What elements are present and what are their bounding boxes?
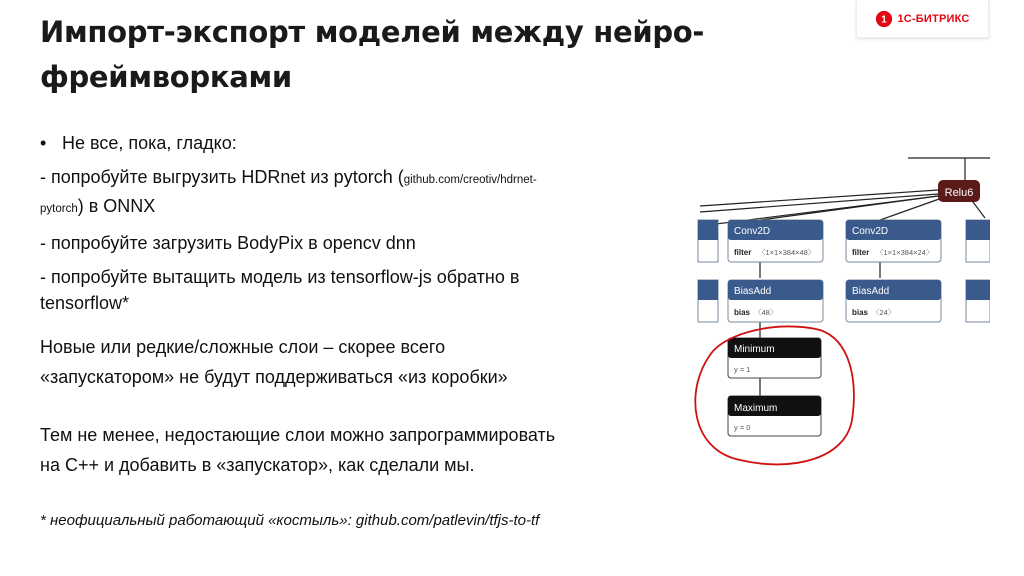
logo-text: 1С-БИТРИКС bbox=[897, 12, 970, 25]
bitrix-logo-icon bbox=[875, 10, 893, 28]
bullet-text: Не все, пока, гладко: bbox=[62, 133, 237, 153]
bias-key: bias bbox=[734, 308, 751, 317]
slide-title bbox=[40, 10, 800, 100]
maximum-value: y = 0 bbox=[734, 423, 751, 432]
conv2d-label: Conv2D bbox=[734, 226, 771, 237]
biasadd-node-1 bbox=[728, 280, 823, 322]
paragraph-custom-layers: Тем не менее, недостающие слои можно запрограммировать bbox=[40, 425, 556, 445]
filter-shape: 〈1×1×384×48〉 bbox=[758, 248, 816, 257]
minimum-label: Minimum bbox=[734, 344, 775, 355]
slide-title-line2: фреймворками bbox=[40, 60, 292, 94]
conv2d-node-partial-left bbox=[698, 220, 718, 322]
paragraph-new-layers: Новые или редкие/сложные слои – скорее всего bbox=[40, 337, 446, 357]
list-item-text: - попробуйте выгрузить HDRnet из pytorch ( bbox=[40, 167, 404, 187]
filter-key: filter bbox=[734, 248, 752, 257]
conv2d-label: Conv2D bbox=[852, 226, 889, 237]
bias-shape: 〈24〉 bbox=[872, 308, 896, 317]
list-item-tfjs: - попробуйте вытащить модель из tensorflow-js обратно в bbox=[40, 267, 520, 287]
paragraph-custom-layers-cont: на C++ и добавить в «запускатор», как сделали мы. bbox=[40, 455, 475, 475]
relu6-node bbox=[938, 180, 980, 202]
conv2d-node-partial-right bbox=[966, 220, 990, 322]
bias-key: bias bbox=[852, 308, 869, 317]
list-item-tfjs-cont: tensorflow* bbox=[40, 293, 130, 313]
model-graph-diagram bbox=[680, 150, 990, 480]
relu6-label: Relu6 bbox=[944, 187, 974, 199]
maximum-label: Maximum bbox=[734, 403, 778, 414]
filter-key: filter bbox=[852, 248, 870, 257]
paragraph-new-layers-cont: «запускатором» не будут поддерживаться «из коробки» bbox=[40, 367, 508, 387]
list-item-hdrnet-cont bbox=[40, 193, 660, 222]
slide-body bbox=[40, 130, 660, 534]
hdrnet-link-text-cont: pytorch bbox=[40, 203, 78, 215]
list-item-bodypix: - попробуйте загрузить BodyPix в opencv dnn bbox=[40, 233, 416, 253]
bullet-item bbox=[40, 130, 660, 156]
biasadd-label: BiasAdd bbox=[852, 286, 890, 297]
slide-title-line1: Импорт-экспорт моделей между нейро- bbox=[40, 15, 705, 49]
list-item-hdrnet bbox=[40, 164, 660, 193]
minimum-value: y = 1 bbox=[734, 365, 751, 374]
maximum-node bbox=[728, 396, 821, 436]
list-item-text-end: ) в ONNX bbox=[77, 196, 156, 216]
bias-shape: 〈48〉 bbox=[754, 308, 778, 317]
biasadd-label: BiasAdd bbox=[734, 286, 772, 297]
hdrnet-link-text: github.com/creotiv/hdrnet- bbox=[403, 174, 537, 186]
company-logo bbox=[856, 0, 989, 38]
bullet-dot: • bbox=[40, 133, 47, 153]
conv2d-node-1 bbox=[728, 220, 823, 262]
footnote: * неофициальный работающий «костыль»: github.com/patlevin/tfjs-to-tf bbox=[40, 512, 540, 529]
biasadd-node-2 bbox=[846, 280, 941, 322]
filter-shape: 〈1×1×384×24〉 bbox=[876, 248, 934, 257]
conv2d-node-2 bbox=[846, 220, 941, 262]
minimum-node bbox=[728, 338, 821, 378]
svg-text:1: 1 bbox=[881, 14, 888, 26]
